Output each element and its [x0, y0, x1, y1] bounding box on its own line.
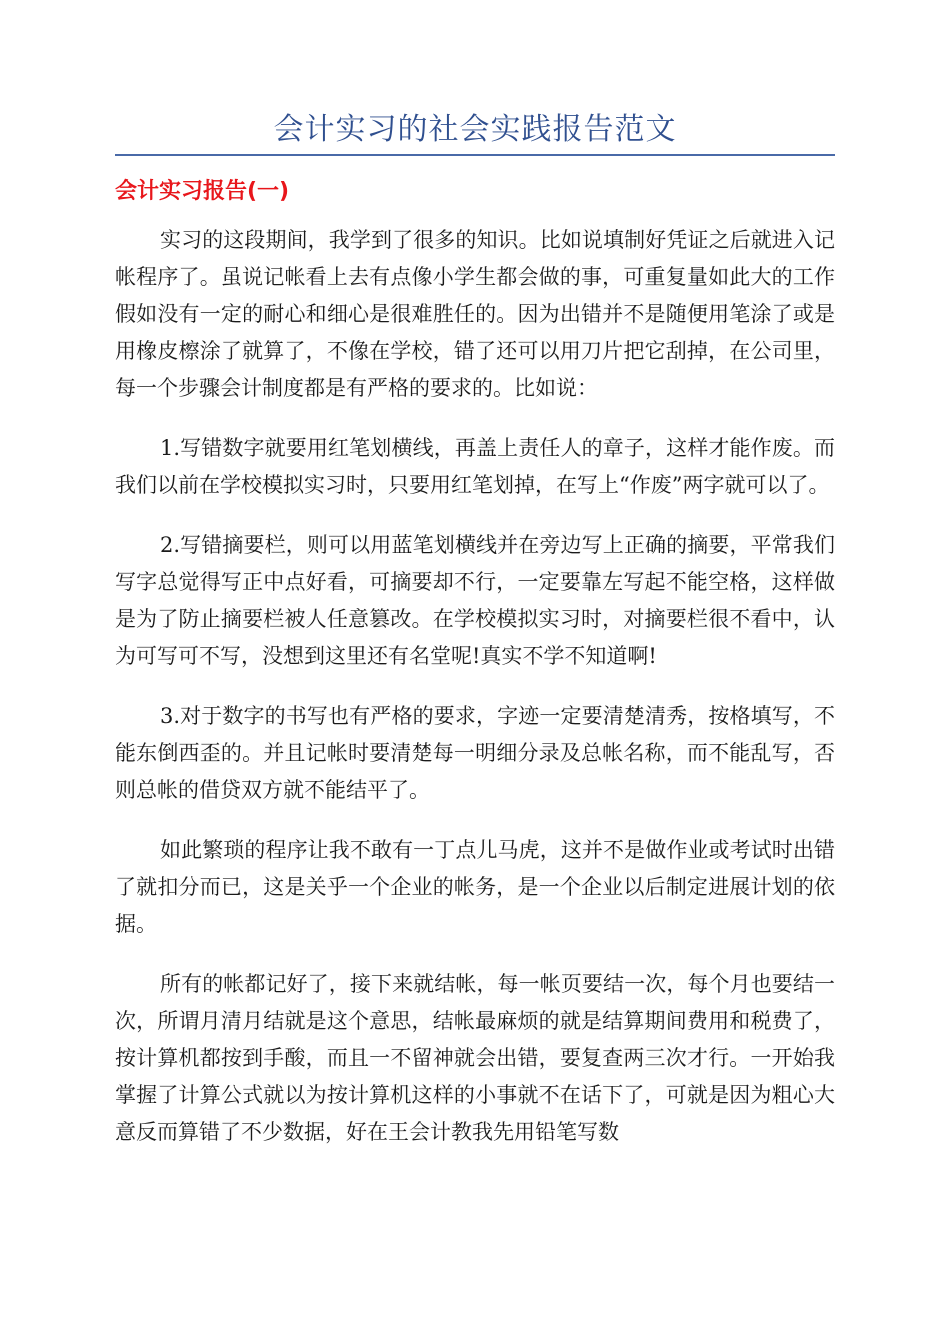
body-paragraph-6: 所有的帐都记好了，接下来就结帐，每一帐页要结一次，每个月也要结一次，所谓月清月结就是这个意思，结帐最麻烦的就是结算期间费用和税费了，按计算机都按到手酸，而且一不留神就会出错，要复查两三次才行。一开始我掌握了计算公式就以为按计算机这样的小事就不在话下了，可就是因为粗心大意反而算错了不少数据，好在王会计教我先用铅笔写数	[115, 972, 835, 1144]
body-paragraph-3: 2.写错摘要栏，则可以用蓝笔划横线并在旁边写上正确的摘要，平常我们写字总觉得写正中点好看，可摘要却不行，一定要靠左写起不能空格，这样做是为了防止摘要栏被人任意篡改。在学校模拟实习时，对摘要栏很不看中，认为可写可不写，没想到这里还有名堂呢!真实不学不知道啊!	[115, 533, 835, 668]
document-body	[115, 222, 835, 1151]
document-title: 会计实习的社会实践报告范文	[273, 112, 677, 147]
section-heading: 会计实习报告(一)	[115, 179, 290, 204]
title-underline-divider	[115, 154, 835, 156]
body-paragraph-1: 实习的这段期间，我学到了很多的知识。比如说填制好凭证之后就进入记帐程序了。虽说记帐看上去有点像小学生都会做的事，可重复量如此大的工作假如没有一定的耐心和细心是很难胜任的。因为出错并不是随便用笔涂了或是用橡皮檫涂了就算了，不像在学校，错了还可以用刀片把它刮掉，在公司里，每一个步骤会计制度都是有严格的要求的。比如说：	[115, 228, 835, 400]
body-paragraph-5: 如此繁琐的程序让我不敢有一丁点儿马虎，这并不是做作业或考试时出错了就扣分而已，这是关乎一个企业的帐务，是一个企业以后制定进展计划的依据。	[115, 838, 835, 936]
body-paragraph-2: 1.写错数字就要用红笔划横线，再盖上责任人的章子，这样才能作废。而我们以前在学校模拟实习时，只要用红笔划掉，在写上“作废”两字就可以了。	[115, 436, 835, 497]
body-paragraph-4: 3.对于数字的书写也有严格的要求，字迹一定要清楚清秀，按格填写，不能东倒西歪的。并且记帐时要清楚每一明细分录及总帐名称，而不能乱写，否则总帐的借贷双方就不能结平了。	[115, 704, 835, 802]
